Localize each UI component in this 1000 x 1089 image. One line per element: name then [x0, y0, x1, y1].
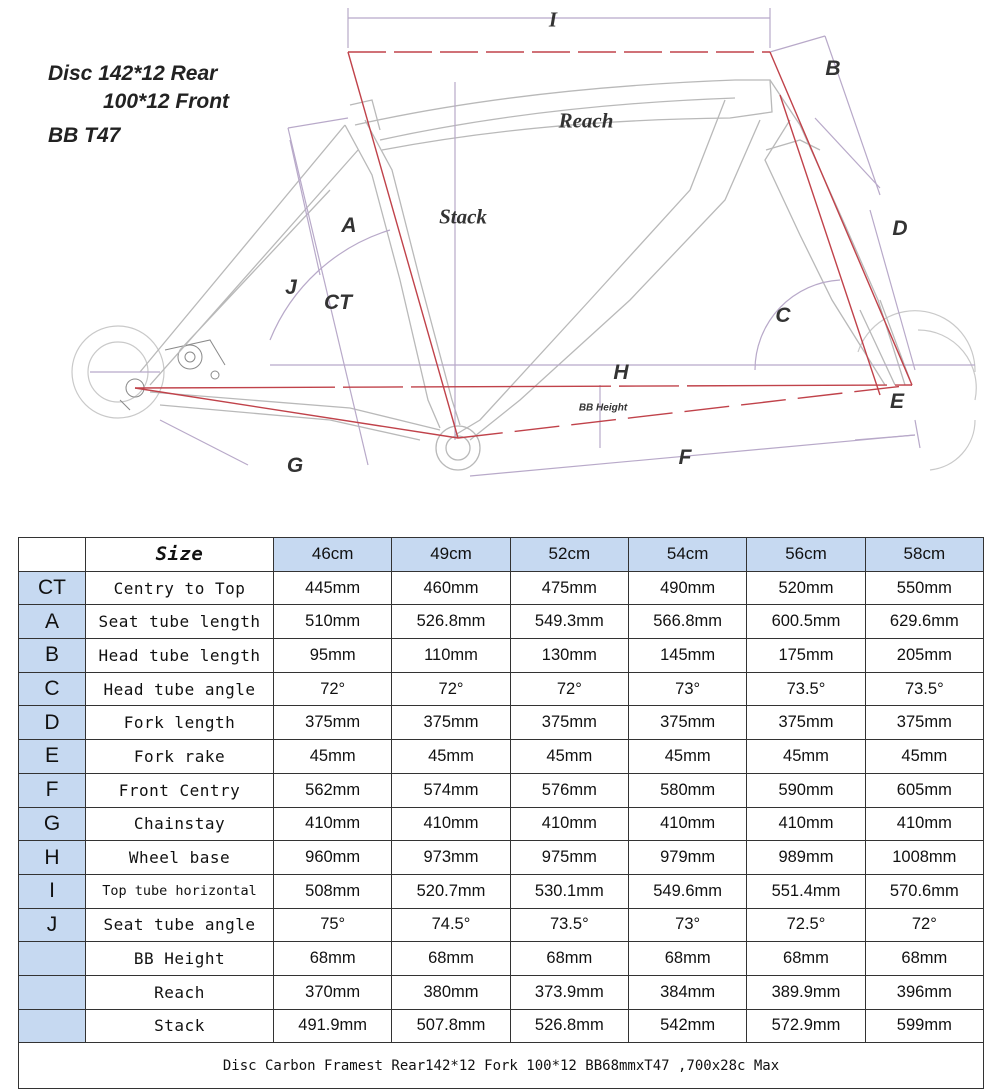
- spec-front-axle: 100*12 Front: [103, 90, 230, 113]
- row-parameter: Head tube angle: [86, 672, 274, 706]
- row-code: I: [19, 874, 86, 908]
- row-parameter: Top tube horizontal: [86, 874, 274, 908]
- header-code-blank: [19, 538, 86, 572]
- label-d: D: [892, 217, 908, 240]
- cell-value: 384mm: [628, 975, 746, 1009]
- row-code: [19, 1009, 86, 1043]
- cell-value: 475mm: [510, 571, 628, 605]
- cell-value: 72°: [274, 672, 392, 706]
- row-code: B: [19, 639, 86, 673]
- cell-value: 73°: [628, 908, 746, 942]
- cell-value: 175mm: [747, 639, 865, 673]
- cell-value: 75°: [274, 908, 392, 942]
- cell-value: 375mm: [510, 706, 628, 740]
- cell-value: 73.5°: [747, 672, 865, 706]
- size-header: 54cm: [628, 538, 746, 572]
- geometry-lines: [135, 52, 912, 438]
- row-code: G: [19, 807, 86, 841]
- row-parameter: Wheel base: [86, 841, 274, 875]
- cell-value: 68mm: [865, 942, 983, 976]
- cell-value: 580mm: [628, 773, 746, 807]
- cell-value: 410mm: [747, 807, 865, 841]
- table-header-row: [19, 538, 984, 572]
- row-code: D: [19, 706, 86, 740]
- cell-value: 375mm: [628, 706, 746, 740]
- cell-value: 373.9mm: [510, 975, 628, 1009]
- table-row: [19, 1009, 984, 1043]
- cell-value: 410mm: [510, 807, 628, 841]
- cell-value: 68mm: [628, 942, 746, 976]
- cell-value: 45mm: [865, 740, 983, 774]
- row-parameter: Stack: [86, 1009, 274, 1043]
- label-g: G: [286, 454, 304, 477]
- table-row: [19, 807, 984, 841]
- cell-value: 370mm: [274, 975, 392, 1009]
- label-j: J: [285, 276, 297, 299]
- cell-value: 605mm: [865, 773, 983, 807]
- row-code: C: [19, 672, 86, 706]
- cell-value: 510mm: [274, 605, 392, 639]
- cell-value: 68mm: [747, 942, 865, 976]
- table-row: [19, 975, 984, 1009]
- cell-value: 979mm: [628, 841, 746, 875]
- cell-value: 73.5°: [865, 672, 983, 706]
- cell-value: 574mm: [392, 773, 510, 807]
- row-parameter: Head tube length: [86, 639, 274, 673]
- cell-value: 72°: [392, 672, 510, 706]
- cell-value: 73.5°: [510, 908, 628, 942]
- cell-value: 491.9mm: [274, 1009, 392, 1043]
- cell-value: 960mm: [274, 841, 392, 875]
- cell-value: 572.9mm: [747, 1009, 865, 1043]
- header-size-title: Size: [86, 538, 274, 572]
- row-code: J: [19, 908, 86, 942]
- cell-value: 205mm: [865, 639, 983, 673]
- row-parameter: Chainstay: [86, 807, 274, 841]
- cell-value: 490mm: [628, 571, 746, 605]
- table-body: [19, 571, 984, 1043]
- cell-value: 542mm: [628, 1009, 746, 1043]
- size-header: 49cm: [392, 538, 510, 572]
- cell-value: 562mm: [274, 773, 392, 807]
- cell-value: 45mm: [274, 740, 392, 774]
- cell-value: 45mm: [392, 740, 510, 774]
- cell-value: 410mm: [274, 807, 392, 841]
- table-row: [19, 874, 984, 908]
- cell-value: 550mm: [865, 571, 983, 605]
- dimension-lines: [90, 8, 975, 476]
- cell-value: 72.5°: [747, 908, 865, 942]
- row-parameter: Front Centry: [86, 773, 274, 807]
- cell-value: 989mm: [747, 841, 865, 875]
- cell-value: 600.5mm: [747, 605, 865, 639]
- table-row: [19, 672, 984, 706]
- cell-value: 74.5°: [392, 908, 510, 942]
- cell-value: 72°: [510, 672, 628, 706]
- table-row: [19, 605, 984, 639]
- cell-value: 73°: [628, 672, 746, 706]
- row-code: A: [19, 605, 86, 639]
- table-row: [19, 841, 984, 875]
- cell-value: 507.8mm: [392, 1009, 510, 1043]
- size-header: 58cm: [865, 538, 983, 572]
- wheel-outlines: [72, 311, 976, 470]
- label-f: F: [678, 446, 692, 469]
- cell-value: 145mm: [628, 639, 746, 673]
- row-code: E: [19, 740, 86, 774]
- cell-value: 599mm: [865, 1009, 983, 1043]
- table-row: [19, 908, 984, 942]
- cell-value: 526.8mm: [392, 605, 510, 639]
- table-row: [19, 639, 984, 673]
- row-code: H: [19, 841, 86, 875]
- geometry-table: [18, 537, 984, 1089]
- cell-value: 975mm: [510, 841, 628, 875]
- label-c: C: [775, 304, 791, 327]
- cell-value: 629.6mm: [865, 605, 983, 639]
- cell-value: 380mm: [392, 975, 510, 1009]
- size-header: 56cm: [747, 538, 865, 572]
- label-e: E: [889, 390, 905, 413]
- row-code: CT: [19, 571, 86, 605]
- cell-value: 551.4mm: [747, 874, 865, 908]
- cell-value: 576mm: [510, 773, 628, 807]
- cell-value: 375mm: [274, 706, 392, 740]
- table-row: [19, 571, 984, 605]
- cell-value: 1008mm: [865, 841, 983, 875]
- cell-value: 520mm: [747, 571, 865, 605]
- cell-value: 566.8mm: [628, 605, 746, 639]
- cell-value: 375mm: [865, 706, 983, 740]
- label-a: A: [341, 214, 357, 237]
- row-parameter: Fork rake: [86, 740, 274, 774]
- footnote: Disc Carbon Framest Rear142*12 Fork 100*12 BB68mmxT47 ,700x28c Max: [19, 1043, 984, 1089]
- cell-value: 526.8mm: [510, 1009, 628, 1043]
- cell-value: 95mm: [274, 639, 392, 673]
- cell-value: 530.1mm: [510, 874, 628, 908]
- cell-value: 45mm: [628, 740, 746, 774]
- label-stack: Stack: [439, 204, 487, 229]
- footnote-row: [19, 1043, 984, 1089]
- label-b: B: [825, 57, 841, 80]
- cell-value: 520.7mm: [392, 874, 510, 908]
- cell-value: 396mm: [865, 975, 983, 1009]
- cell-value: 973mm: [392, 841, 510, 875]
- size-header: 46cm: [274, 538, 392, 572]
- row-code: [19, 942, 86, 976]
- cell-value: 445mm: [274, 571, 392, 605]
- table-row: [19, 706, 984, 740]
- cell-value: 110mm: [392, 639, 510, 673]
- cell-value: 410mm: [865, 807, 983, 841]
- cell-value: 590mm: [747, 773, 865, 807]
- cell-value: 130mm: [510, 639, 628, 673]
- table-row: [19, 942, 984, 976]
- cell-value: 45mm: [747, 740, 865, 774]
- cell-value: 549.6mm: [628, 874, 746, 908]
- cell-value: 375mm: [747, 706, 865, 740]
- cell-value: 68mm: [392, 942, 510, 976]
- cell-value: 68mm: [510, 942, 628, 976]
- row-code: F: [19, 773, 86, 807]
- row-parameter: Fork length: [86, 706, 274, 740]
- frame-geometry-diagram: [0, 0, 1000, 520]
- row-code: [19, 975, 86, 1009]
- cell-value: 410mm: [628, 807, 746, 841]
- size-header: 52cm: [510, 538, 628, 572]
- label-reach: Reach: [558, 108, 614, 133]
- table-row: [19, 740, 984, 774]
- cell-value: 460mm: [392, 571, 510, 605]
- cell-value: 45mm: [510, 740, 628, 774]
- cell-value: 410mm: [392, 807, 510, 841]
- label-i: I: [548, 7, 558, 32]
- cell-value: 68mm: [274, 942, 392, 976]
- row-parameter: Seat tube length: [86, 605, 274, 639]
- cell-value: 508mm: [274, 874, 392, 908]
- spec-rear-axle: Disc 142*12 Rear: [48, 62, 218, 85]
- cell-value: 375mm: [392, 706, 510, 740]
- row-parameter: Centry to Top: [86, 571, 274, 605]
- cell-value: 72°: [865, 908, 983, 942]
- spec-bottom-bracket: BB T47: [48, 124, 121, 147]
- label-h: H: [613, 361, 629, 384]
- cell-value: 389.9mm: [747, 975, 865, 1009]
- row-parameter: BB Height: [86, 942, 274, 976]
- table-row: [19, 773, 984, 807]
- cell-value: 570.6mm: [865, 874, 983, 908]
- row-parameter: Seat tube angle: [86, 908, 274, 942]
- label-bb-height: BB Height: [578, 402, 628, 414]
- row-parameter: Reach: [86, 975, 274, 1009]
- cell-value: 549.3mm: [510, 605, 628, 639]
- label-ct: CT: [324, 291, 352, 314]
